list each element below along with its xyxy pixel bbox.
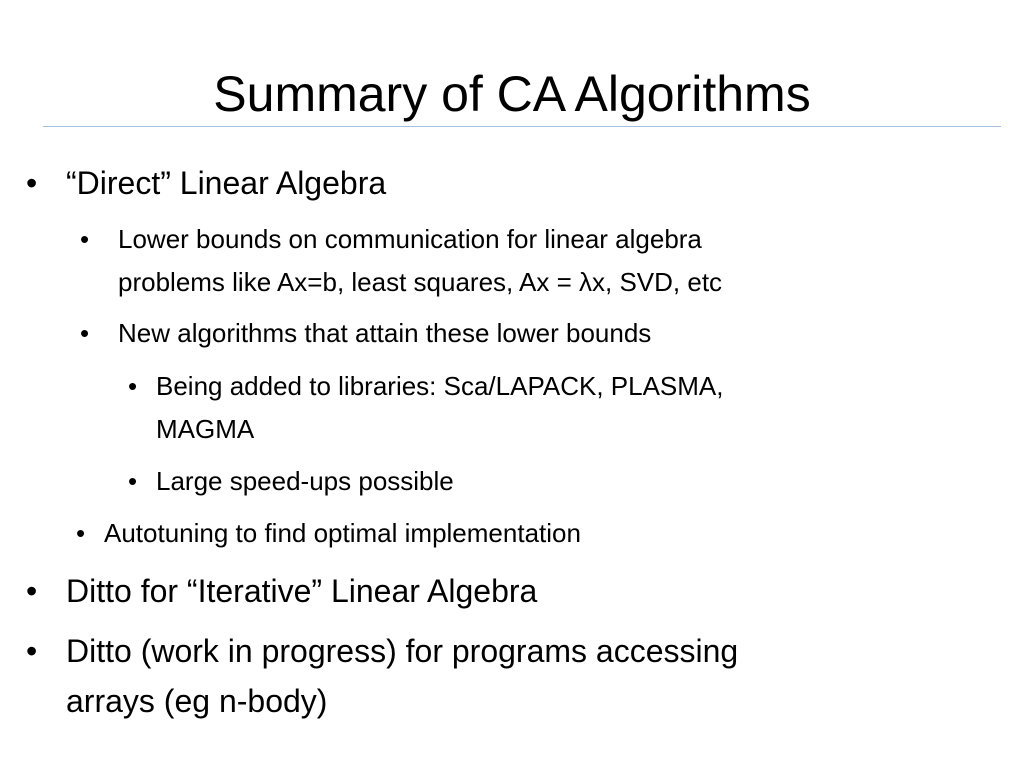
slide-title: Summary of CA Algorithms bbox=[213, 66, 811, 122]
bullet-text-line-1: Lower bounds on communication for linear algebra bbox=[118, 224, 702, 254]
bullet-icon: • bbox=[26, 573, 38, 609]
bullet-icon: • bbox=[80, 224, 90, 254]
bullet-icon: • bbox=[26, 633, 38, 669]
bullet-text-line-2: arrays (eg n-body) bbox=[66, 683, 328, 719]
bullet-icon: • bbox=[76, 518, 86, 548]
bullet-text: Autotuning to find optimal implementation bbox=[104, 518, 581, 548]
bullet-text: Large speed-ups possible bbox=[156, 466, 454, 496]
bullet-icon: • bbox=[80, 318, 90, 348]
bullet-icon: • bbox=[128, 466, 138, 496]
bullet-icon: • bbox=[128, 371, 138, 401]
bullet-text-line-1: Ditto (work in progress) for programs accessing bbox=[66, 633, 739, 669]
bullet-text: Ditto for “Iterative” Linear Algebra bbox=[66, 573, 538, 609]
bullet-text-line-1: Being added to libraries: Sca/LAPACK, PLASMA, bbox=[156, 371, 724, 401]
bullet-text: “Direct” Linear Algebra bbox=[66, 165, 387, 201]
title-divider bbox=[43, 126, 1001, 127]
bullet-text-line-2: MAGMA bbox=[156, 414, 255, 444]
bullet-text: New algorithms that attain these lower bounds bbox=[118, 318, 652, 348]
bullet-text-line-2: problems like Ax=b, least squares, Ax = λx, SVD, etc bbox=[118, 267, 723, 297]
bullet-icon: • bbox=[26, 165, 38, 201]
